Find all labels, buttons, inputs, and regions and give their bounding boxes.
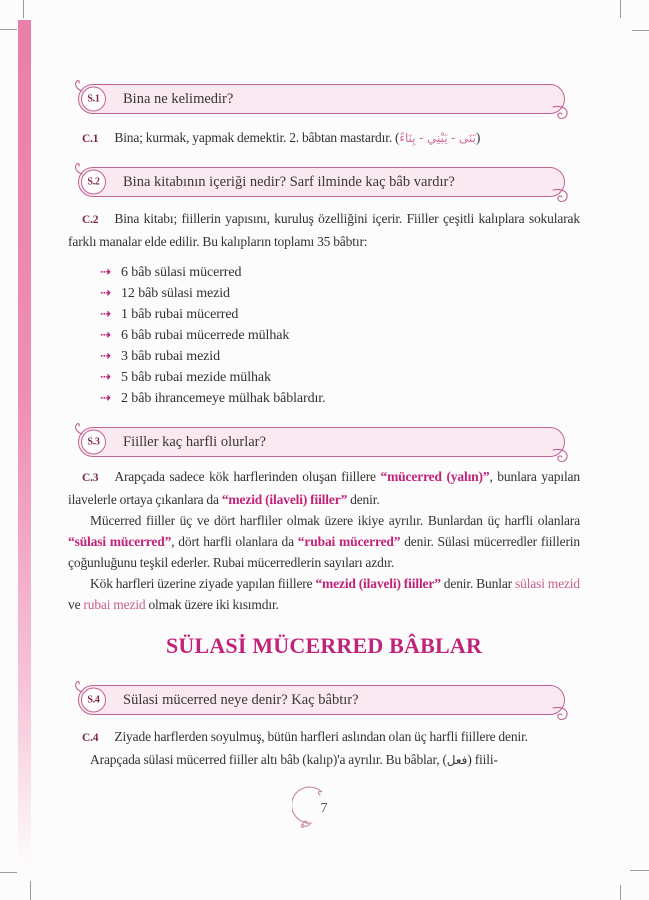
bab-list	[100, 262, 580, 409]
answer-text: denir. Sülasi mücerredler fiillerin çoğunluğunu teşkil ederler. Rubai mücerredlerin sayıları azdır.	[68, 534, 580, 570]
term-mucerred-yalin: “mücerred (yalın)”	[380, 469, 490, 484]
answer-text: Ziyade harflerden soyulmuş, bütün harfleri aslından olan üç harfli fiillere denir.	[114, 729, 528, 744]
question-text: Bina ne kelimedir?	[123, 90, 234, 107]
list-item-text: 6 bâb sülasi mücerred	[121, 265, 242, 280]
crop-mark	[23, 0, 24, 18]
term-mezid-ilaveli: “mezid (ilaveli) fiiller”	[315, 576, 441, 591]
question-badge: S.4	[81, 688, 106, 713]
crop-mark	[30, 881, 31, 900]
list-item	[100, 388, 580, 409]
term-rubai-mezid: rubai mezid	[83, 597, 146, 612]
answer-text: Arapçada sadece kök harflerinden oluşan fiillere	[114, 469, 381, 484]
crop-mark	[620, 885, 621, 900]
crop-mark	[632, 30, 649, 31]
question-text: Sülasi mücerred neye denir? Kaç bâbtır?	[123, 691, 359, 708]
answer-text: Kök harfleri üzerine ziyade yapılan fiillere	[90, 576, 316, 591]
swirl-ornament-icon	[551, 447, 571, 465]
swirl-ornament-icon	[551, 705, 571, 723]
list-item-text: 2 bâb ihrancemeye mülhak bâblardır.	[121, 391, 326, 406]
question-badge: S.2	[81, 170, 106, 195]
page-number: 7	[320, 801, 328, 816]
list-item-text: 5 bâb rubai mezide mülhak	[121, 370, 271, 385]
list-item	[100, 346, 580, 367]
list-item-text: 1 bâb rubai mücerred	[121, 307, 239, 322]
list-item	[100, 304, 580, 325]
answer-c3-paragraph-1	[68, 466, 580, 510]
answer-text: denir. Bunlar	[440, 576, 515, 591]
answer-c2	[68, 208, 580, 252]
answer-label: C.3	[82, 472, 99, 484]
answer-text: Mücerred fiiller üç ve dört harfliler olmak üzere ikiye ayrılır. Bunlardan üç harfli olanlara	[90, 513, 580, 528]
answer-text: , dört harfli olanlara da	[171, 534, 298, 549]
arabic-conjugation-text: بَنَى - يَبْنِي - بِنَاءً	[399, 131, 476, 145]
answer-text: olmak üzere iki kısımdır.	[145, 597, 279, 612]
term-mezid-ilaveli: “mezid (ilaveli) fiiller”	[221, 492, 348, 507]
term-sulasi-mezid: sülasi mezid	[514, 576, 580, 591]
list-item-text: 12 bâb sülasi mezid	[121, 286, 230, 301]
crop-mark	[630, 870, 649, 871]
question-box-s2	[78, 167, 565, 197]
answer-c1	[68, 127, 580, 150]
question-badge: S.1	[81, 87, 106, 112]
term-rubai-mucerred: “rubai mücerred”	[297, 534, 401, 549]
answer-label: C.4	[82, 732, 99, 744]
crop-mark	[0, 29, 17, 30]
answer-text: )	[475, 130, 481, 145]
answer-label: C.2	[82, 214, 99, 226]
answer-text: ve	[68, 597, 84, 612]
arrow-bullet-icon: ⇢	[100, 391, 111, 406]
page-margin-bar	[18, 20, 31, 868]
arrow-bullet-icon: ⇢	[100, 307, 111, 322]
answer-label: C.1	[82, 133, 99, 145]
arrow-bullet-icon: ⇢	[100, 328, 111, 343]
question-text: Bina kitabının içeriği nedir? Sarf ilminde kaç bâb vardır?	[123, 173, 455, 190]
question-text: Fiiller kaç harfli olurlar?	[123, 433, 266, 450]
arrow-bullet-icon: ⇢	[100, 265, 111, 280]
answer-text: Bina; kurmak, yapmak demektir. 2. bâbtan mastardır. (	[114, 130, 400, 145]
swirl-ornament-icon	[551, 104, 571, 122]
answer-text: Arapçada sülasi mücerred fiiller altı bâb (kalıp)'a ayrılır. Bu bâblar, (	[90, 752, 447, 767]
answer-c3-paragraph-3	[68, 573, 580, 615]
answer-c3-paragraph-2	[68, 510, 580, 573]
crop-mark	[620, 0, 621, 18]
crop-mark	[0, 872, 17, 873]
answer-c4-paragraph-1	[68, 726, 580, 749]
answer-text: Bina kitabı; fiillerin yapısını, kuruluş özelliğini içerir. Fiiller çeşitli kalıplara sokularak farklı manalar elde edilir. Bu kalıpların toplamı 35 bâbtır:	[68, 211, 580, 249]
arabic-fiil-text: فعل	[446, 753, 468, 767]
page-content	[68, 0, 580, 837]
question-box-s3	[78, 427, 565, 457]
list-item	[100, 262, 580, 283]
page-number-block	[292, 781, 356, 837]
question-badge: S.3	[81, 430, 106, 455]
term-sulasi-mucerred: “sülasi mücerred”	[68, 534, 172, 549]
list-item-text: 6 bâb rubai mücerrede mülhak	[121, 328, 290, 343]
swirl-ornament-icon	[551, 187, 571, 205]
arrow-bullet-icon: ⇢	[100, 286, 111, 301]
answer-text: denir.	[347, 492, 380, 507]
list-item	[100, 325, 580, 346]
answer-text: , bunlara yapılan ilavelerle ortaya çıkanlara da	[68, 469, 580, 507]
question-box-s1	[78, 84, 565, 114]
arrow-bullet-icon: ⇢	[100, 349, 111, 364]
answer-text: ) fiili-	[467, 752, 498, 767]
arrow-bullet-icon: ⇢	[100, 370, 111, 385]
answer-c4-paragraph-2	[68, 749, 580, 771]
section-heading: SÜLASİ MÜCERRED BÂBLAR	[165, 633, 483, 658]
list-item-text: 3 bâb rubai mezid	[121, 349, 220, 364]
question-box-s4	[78, 685, 565, 715]
list-item	[100, 367, 580, 388]
list-item	[100, 283, 580, 304]
